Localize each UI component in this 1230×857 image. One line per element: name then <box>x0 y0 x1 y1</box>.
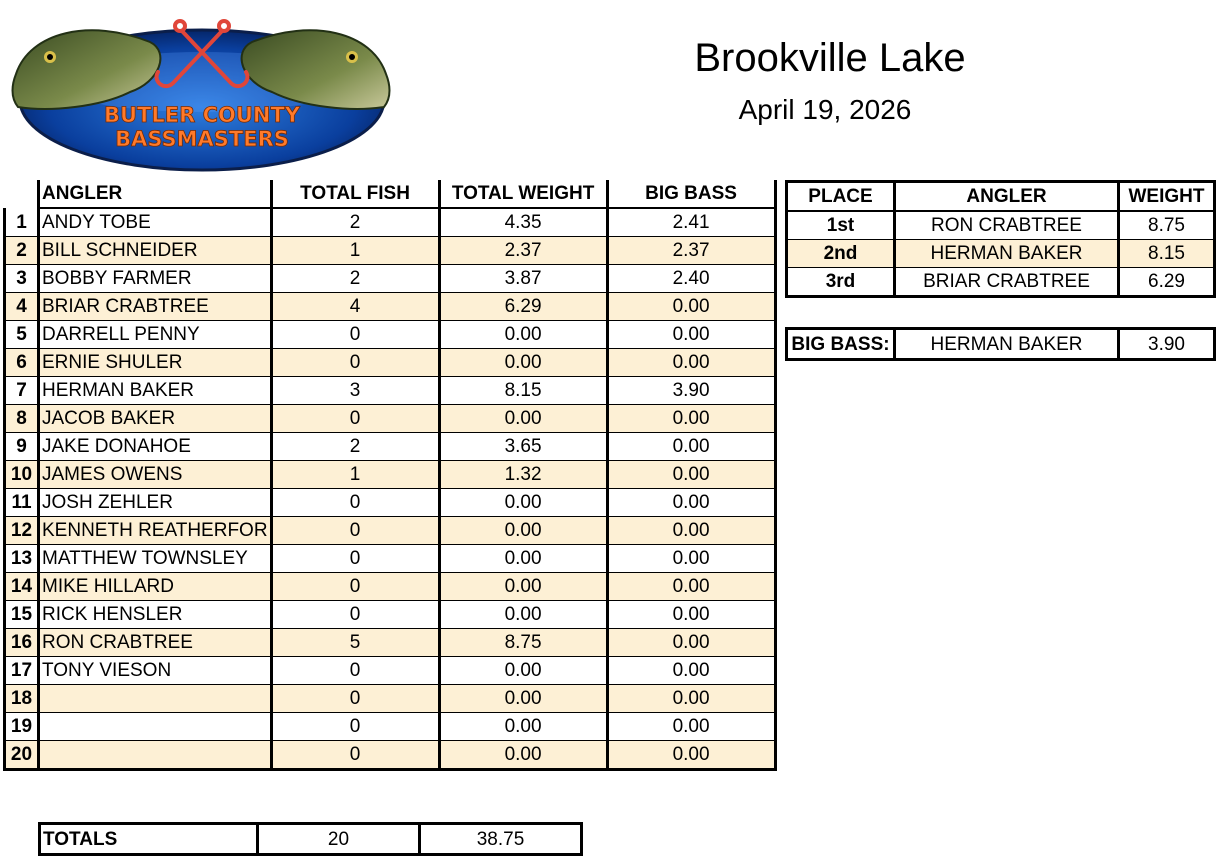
total-weight: 0.00 <box>439 573 607 601</box>
total-weight: 8.75 <box>439 629 607 657</box>
row-number: 9 <box>5 433 39 461</box>
total-fish: 0 <box>271 545 439 573</box>
row-number: 2 <box>5 237 39 265</box>
total-weight: 0.00 <box>439 713 607 741</box>
totals-label: TOTALS <box>40 824 258 855</box>
total-weight: 4.35 <box>439 208 607 237</box>
big-bass: 0.00 <box>607 601 775 629</box>
angler-name: TONY VIESON <box>39 657 272 685</box>
angler-name: MIKE HILLARD <box>39 573 272 601</box>
table-row <box>5 237 776 265</box>
row-number: 4 <box>5 293 39 321</box>
table-row <box>5 208 776 237</box>
total-fish: 0 <box>271 573 439 601</box>
place-angler: RON CRABTREE <box>895 211 1119 240</box>
angler-name: MATTHEW TOWNSLEY <box>39 545 272 573</box>
table-row <box>5 741 776 770</box>
place-label: 2nd <box>787 240 895 268</box>
table-row <box>5 433 776 461</box>
total-weight: 0.00 <box>439 685 607 713</box>
row-number: 18 <box>5 685 39 713</box>
table-row <box>5 601 776 629</box>
logo-text-line2: BASSMASTERS <box>115 127 289 151</box>
table-row <box>5 573 776 601</box>
big-bass: 0.00 <box>607 349 775 377</box>
place-angler: BRIAR CRABTREE <box>895 268 1119 297</box>
table-row <box>5 265 776 293</box>
totals-row <box>40 824 582 855</box>
table-row <box>5 293 776 321</box>
total-fish: 1 <box>271 237 439 265</box>
big-bass: 0.00 <box>607 545 775 573</box>
total-weight: 3.65 <box>439 433 607 461</box>
place-label: 1st <box>787 211 895 240</box>
butler-county-bassmasters-logo <box>10 12 392 172</box>
total-weight: 3.87 <box>439 265 607 293</box>
total-fish: 0 <box>271 349 439 377</box>
header-big-bass: BIG BASS <box>607 180 775 208</box>
angler-name: BOBBY FARMER <box>39 265 272 293</box>
table-row <box>5 489 776 517</box>
total-weight: 0.00 <box>439 321 607 349</box>
page-title: Brookville Lake <box>694 36 966 80</box>
total-weight: 0.00 <box>439 489 607 517</box>
row-number: 5 <box>5 321 39 349</box>
row-number: 1 <box>5 208 39 237</box>
total-fish: 2 <box>271 208 439 237</box>
placing-row <box>787 240 1215 268</box>
total-fish: 5 <box>271 629 439 657</box>
row-number: 11 <box>5 489 39 517</box>
header-total-fish: TOTAL FISH <box>271 180 439 208</box>
big-bass: 0.00 <box>607 685 775 713</box>
row-number: 19 <box>5 713 39 741</box>
total-fish: 1 <box>271 461 439 489</box>
row-number: 7 <box>5 377 39 405</box>
total-weight: 2.37 <box>439 237 607 265</box>
big-bass: 0.00 <box>607 517 775 545</box>
table-row <box>5 629 776 657</box>
big-bass-table <box>785 327 1216 361</box>
big-bass: 2.41 <box>607 208 775 237</box>
total-weight: 0.00 <box>439 657 607 685</box>
angler-name: HERMAN BAKER <box>39 377 272 405</box>
place-angler: HERMAN BAKER <box>895 240 1119 268</box>
total-fish: 0 <box>271 601 439 629</box>
total-fish: 0 <box>271 657 439 685</box>
angler-name: ANDY TOBE <box>39 208 272 237</box>
big-bass-label: BIG BASS: <box>787 329 895 360</box>
big-bass: 0.00 <box>607 293 775 321</box>
big-bass: 0.00 <box>607 489 775 517</box>
total-fish: 0 <box>271 489 439 517</box>
totals-weight: 38.75 <box>420 824 582 855</box>
totals-fish: 20 <box>258 824 420 855</box>
row-number: 14 <box>5 573 39 601</box>
big-bass-weight: 3.90 <box>1119 329 1215 360</box>
total-fish: 0 <box>271 405 439 433</box>
header-place: PLACE <box>787 182 895 212</box>
angler-name: BILL SCHNEIDER <box>39 237 272 265</box>
angler-name: JOSH ZEHLER <box>39 489 272 517</box>
total-fish: 0 <box>271 685 439 713</box>
event-date: April 19, 2026 <box>738 94 912 125</box>
total-weight: 0.00 <box>439 545 607 573</box>
header-place-angler: ANGLER <box>895 182 1119 212</box>
total-weight: 1.32 <box>439 461 607 489</box>
row-number: 3 <box>5 265 39 293</box>
header-angler: ANGLER <box>39 180 272 208</box>
table-row <box>5 685 776 713</box>
total-fish: 2 <box>271 433 439 461</box>
table-header-row <box>5 180 776 208</box>
angler-name: RICK HENSLER <box>39 601 272 629</box>
row-number: 10 <box>5 461 39 489</box>
big-bass: 0.00 <box>607 405 775 433</box>
table-row <box>5 545 776 573</box>
place-weight: 8.15 <box>1119 240 1215 268</box>
place-weight: 6.29 <box>1119 268 1215 297</box>
total-fish: 4 <box>271 293 439 321</box>
table-row <box>5 517 776 545</box>
angler-name: KENNETH REATHERFOR <box>39 517 272 545</box>
place-label: 3rd <box>787 268 895 297</box>
row-number: 6 <box>5 349 39 377</box>
big-bass: 0.00 <box>607 321 775 349</box>
row-number: 12 <box>5 517 39 545</box>
total-weight: 8.15 <box>439 377 607 405</box>
table-row <box>5 377 776 405</box>
big-bass: 0.00 <box>607 657 775 685</box>
total-fish: 0 <box>271 713 439 741</box>
header-total-weight: TOTAL WEIGHT <box>439 180 607 208</box>
total-weight: 0.00 <box>439 601 607 629</box>
total-fish: 2 <box>271 265 439 293</box>
row-number: 13 <box>5 545 39 573</box>
table-row <box>5 461 776 489</box>
total-fish: 0 <box>271 321 439 349</box>
angler-name: BRIAR CRABTREE <box>39 293 272 321</box>
totals-table <box>38 822 583 856</box>
placings-table <box>785 180 1216 298</box>
total-weight: 6.29 <box>439 293 607 321</box>
header-blank-cell <box>5 180 39 208</box>
table-row <box>5 713 776 741</box>
row-number: 15 <box>5 601 39 629</box>
big-bass: 3.90 <box>607 377 775 405</box>
big-bass-row <box>787 329 1215 360</box>
placing-row <box>787 211 1215 240</box>
total-fish: 3 <box>271 377 439 405</box>
row-number: 17 <box>5 657 39 685</box>
angler-name: JACOB BAKER <box>39 405 272 433</box>
angler-name: JAKE DONAHOE <box>39 433 272 461</box>
angler-name <box>39 741 272 770</box>
placings-header-row <box>787 182 1215 212</box>
angler-name <box>39 713 272 741</box>
header-place-weight: WEIGHT <box>1119 182 1215 212</box>
row-number: 8 <box>5 405 39 433</box>
table-row <box>5 405 776 433</box>
total-fish: 0 <box>271 517 439 545</box>
logo-text-line1: BUTLER COUNTY <box>103 103 301 127</box>
total-weight: 0.00 <box>439 349 607 377</box>
row-number: 20 <box>5 741 39 770</box>
placing-row <box>787 268 1215 297</box>
row-number: 16 <box>5 629 39 657</box>
total-weight: 0.00 <box>439 517 607 545</box>
table-row <box>5 657 776 685</box>
table-row <box>5 349 776 377</box>
place-weight: 8.75 <box>1119 211 1215 240</box>
angler-name: DARRELL PENNY <box>39 321 272 349</box>
big-bass: 0.00 <box>607 433 775 461</box>
big-bass: 0.00 <box>607 713 775 741</box>
big-bass: 2.40 <box>607 265 775 293</box>
total-weight: 0.00 <box>439 405 607 433</box>
angler-results-table <box>3 180 777 771</box>
angler-name: ERNIE SHULER <box>39 349 272 377</box>
angler-name: JAMES OWENS <box>39 461 272 489</box>
table-row <box>5 321 776 349</box>
total-fish: 0 <box>271 741 439 770</box>
big-bass: 0.00 <box>607 629 775 657</box>
big-bass: 0.00 <box>607 573 775 601</box>
big-bass: 2.37 <box>607 237 775 265</box>
angler-name <box>39 685 272 713</box>
angler-name: RON CRABTREE <box>39 629 272 657</box>
big-bass: 0.00 <box>607 741 775 770</box>
total-weight: 0.00 <box>439 741 607 770</box>
big-bass-angler: HERMAN BAKER <box>895 329 1119 360</box>
big-bass: 0.00 <box>607 461 775 489</box>
